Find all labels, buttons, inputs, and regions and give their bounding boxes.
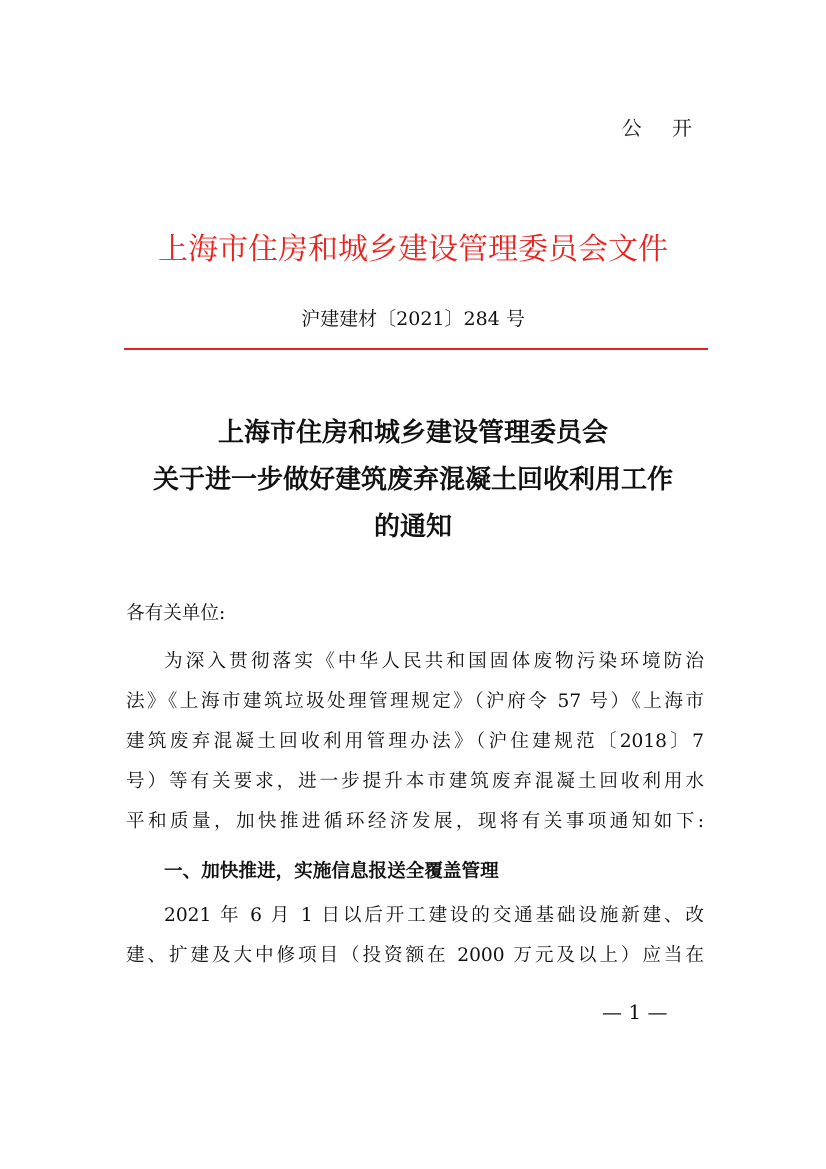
issuer-heading: 上海市住房和城乡建设管理委员会文件 [158, 232, 668, 267]
document-number: 沪建建材〔2021〕284 号 [301, 308, 525, 330]
title-line: 的通知 [373, 512, 452, 542]
paragraph-line: 平和质量，加快推进循环经济发展，现将有关事项通知如下: [126, 811, 704, 832]
title-line: 关于进一步做好建筑废弃混凝土回收利用工作 [152, 465, 673, 495]
paragraph-line: 建、扩建及大中修项目（投资额在 2000 万元及以上）应当在 [126, 945, 704, 966]
salutation: 各有关单位: [126, 603, 226, 624]
paragraph-line: 建筑废弃混凝土回收利用管理办法》（沪住建规范〔2018〕7 [126, 731, 704, 752]
paragraph-1 [126, 642, 704, 842]
paragraph-line: 法》《上海市建筑垃圾处理管理规定》（沪府令 57 号）《上海市 [126, 691, 704, 712]
section-heading-1: 一、加快推进，实施信息报送全覆盖管理 [164, 861, 499, 882]
red-separator-line [124, 348, 708, 350]
title-line: 上海市住房和城乡建设管理委员会 [217, 418, 608, 448]
paragraph-line: 为深入贯彻落实《中华人民共和国固体废物污染环境防治 [164, 651, 704, 672]
paragraph-2 [126, 896, 704, 976]
classification-label: 公 开 [621, 116, 704, 140]
document-title [100, 410, 726, 551]
paragraph-line: 2021 年 6 月 1 日以后开工建设的交通基础设施新建、改 [164, 905, 704, 926]
page-number: — 1 — [602, 1000, 668, 1024]
paragraph-line: 号）等有关要求，进一步提升本市建筑废弃混凝土回收利用水 [126, 771, 704, 792]
